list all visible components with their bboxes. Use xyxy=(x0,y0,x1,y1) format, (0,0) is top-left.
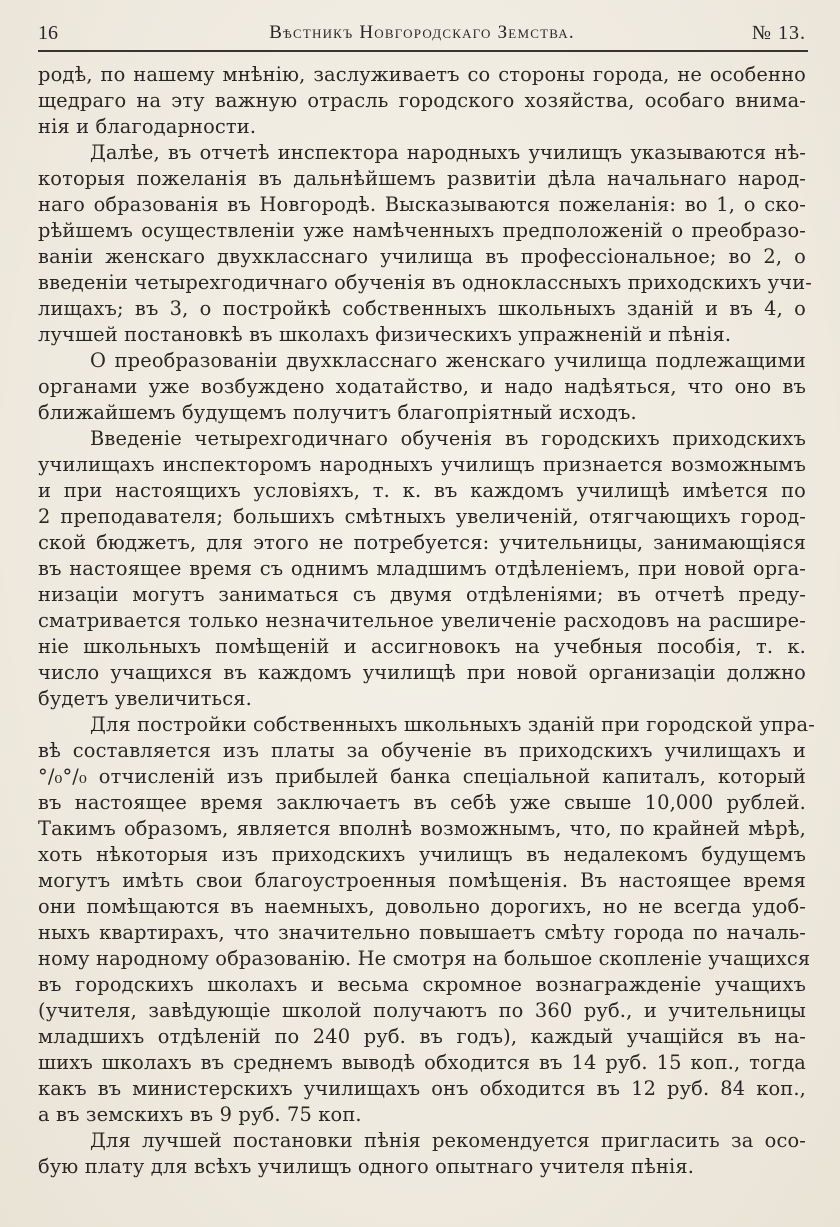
header-rule xyxy=(38,50,808,52)
page-header xyxy=(38,18,806,48)
text-line: Введеніе четырехгодичнаго обученія въ городскихъ приходскихъ xyxy=(90,427,806,450)
text-line: О преобразованіи двухкласснаго женскаго училища подлежащими xyxy=(90,349,806,372)
text-line: Для лучшей постановки пѣнія рекомендуется пригласить за осо- xyxy=(90,1129,806,1152)
paragraph xyxy=(38,426,806,712)
text-line: ской бюджетъ, для этого не потребуется: учительницы, занимающіяся xyxy=(38,531,806,554)
text-line: въ городскихъ школахъ и весьма скромное вознагражденіе учащихъ xyxy=(38,973,806,996)
text-line: въ настоящее время съ однимъ младшимъ отдѣленіемъ, при новой орга- xyxy=(38,557,806,580)
text-line: въ настоящее время заключаетъ въ себѣ уже свыше 10,000 рублей. xyxy=(38,791,806,814)
text-line: лучшей постановкѣ въ школахъ физическихъ упражненій и пѣнія. xyxy=(38,323,732,346)
text-line: хоть нѣкоторыя изъ приходскихъ училищъ въ недалекомъ будущемъ xyxy=(38,843,806,866)
article-body xyxy=(38,62,815,1180)
text-line: могутъ имѣть свои благоустроенныя помѣщенія. Въ настоящее время xyxy=(38,869,806,892)
text-line: органами уже возбуждено ходатайство, и надо надѣяться, что оно въ xyxy=(38,375,806,398)
text-line: и при настоящихъ условіяхъ, т. к. въ каждомъ училищѣ имѣется по xyxy=(38,479,806,502)
text-line: Далѣе, въ отчетѣ инспектора народныхъ училищъ указываются нѣ- xyxy=(90,141,806,164)
paragraph xyxy=(38,712,815,1128)
text-line: а въ земскихъ въ 9 руб. 75 коп. xyxy=(38,1103,362,1126)
text-line: родѣ, по нашему мнѣнію, заслуживаетъ со стороны города, не особенно xyxy=(38,63,806,86)
page-number: 16 xyxy=(38,22,58,44)
text-line: которыя пожеланія въ дальнѣйшемъ развитіи дѣла начальнаго народ- xyxy=(38,167,806,190)
text-line: °/₀°/₀ отчисленій изъ прибылей банка спеціальной капиталъ, который xyxy=(38,765,806,788)
text-line: Такимъ образомъ, является вполнѣ возможнымъ, что, по крайней мѣрѣ, xyxy=(38,817,806,840)
text-line: ному народному образованію. Не смотря на большое скопленіе учащихся xyxy=(38,947,811,970)
text-line: ваніи женскаго двухкласснаго училища въ профессіональное; во 2, о xyxy=(38,245,806,268)
paragraph xyxy=(38,62,806,140)
paragraph xyxy=(38,1128,806,1180)
text-line: училищахъ инспекторомъ народныхъ училищъ признается возможнымъ xyxy=(38,453,806,476)
text-line: ныхъ квартирахъ, что значительно повышаетъ смѣту города по началь- xyxy=(38,921,806,944)
text-line: число учащихся въ каждомъ училищѣ при новой организаціи должно xyxy=(38,661,806,684)
text-line: низаціи могутъ заниматься съ двумя отдѣленіями; въ отчетѣ преду- xyxy=(38,583,806,606)
text-line: щедраго на эту важную отрасль городского хозяйства, особаго внима- xyxy=(38,89,806,112)
journal-title: Вѣстникъ Новгородскаго Земства. xyxy=(269,22,575,43)
issue-number: № 13. xyxy=(751,22,806,44)
text-line: шихъ школахъ въ среднемъ выводѣ обходится въ 14 руб. 15 коп., тогда xyxy=(38,1051,806,1074)
text-line: Для постройки собственныхъ школьныхъ зданій при городской упра- xyxy=(90,713,815,736)
text-line: (учителя, завѣдующіе школой получаютъ по 360 руб., и учительницы xyxy=(38,999,806,1022)
text-line: будетъ увеличиться. xyxy=(38,687,252,710)
text-line: вѣ составляется изъ платы за обученіе въ приходскихъ училищахъ и xyxy=(38,739,806,762)
text-line: лищахъ; въ 3, о постройкѣ собственныхъ школьныхъ зданій и въ 4, о xyxy=(38,297,806,320)
text-line: младшихъ отдѣленій по 240 руб. въ годъ), каждый учащійся въ на- xyxy=(38,1025,806,1048)
paragraph xyxy=(38,140,812,348)
text-line: рѣйшемъ осуществленіи уже намѣченныхъ предположеній о преобразо- xyxy=(38,219,806,242)
text-line: наго образованія въ Новгородѣ. Высказываются пожеланія: во 1, о ско- xyxy=(38,193,806,216)
text-line: ближайшемъ будущемъ получитъ благопріятный исходъ. xyxy=(38,401,637,424)
text-line: они помѣщаются въ наемныхъ, довольно дорогихъ, но не всегда удоб- xyxy=(38,895,806,918)
paragraph xyxy=(38,348,806,426)
text-line: бую плату для всѣхъ училищъ одного опытнаго учителя пѣнія. xyxy=(38,1155,695,1178)
text-line: ніе школьныхъ помѣщеній и ассигновокъ на учебныя пособія, т. к. xyxy=(38,635,806,658)
text-line: 2 преподавателя; большихъ смѣтныхъ увеличеній, отягчающихъ город- xyxy=(38,505,806,528)
text-line: введеніи четырехгодичнаго обученія въ одноклассныхъ приходскихъ учи- xyxy=(38,271,812,294)
text-line: нія и благодарности. xyxy=(38,115,257,138)
text-line: какъ въ министерскихъ училищахъ онъ обходится въ 12 руб. 84 коп., xyxy=(38,1077,806,1100)
text-line: сматривается только незначительное увеличеніе расходовъ на расшире- xyxy=(38,609,806,632)
